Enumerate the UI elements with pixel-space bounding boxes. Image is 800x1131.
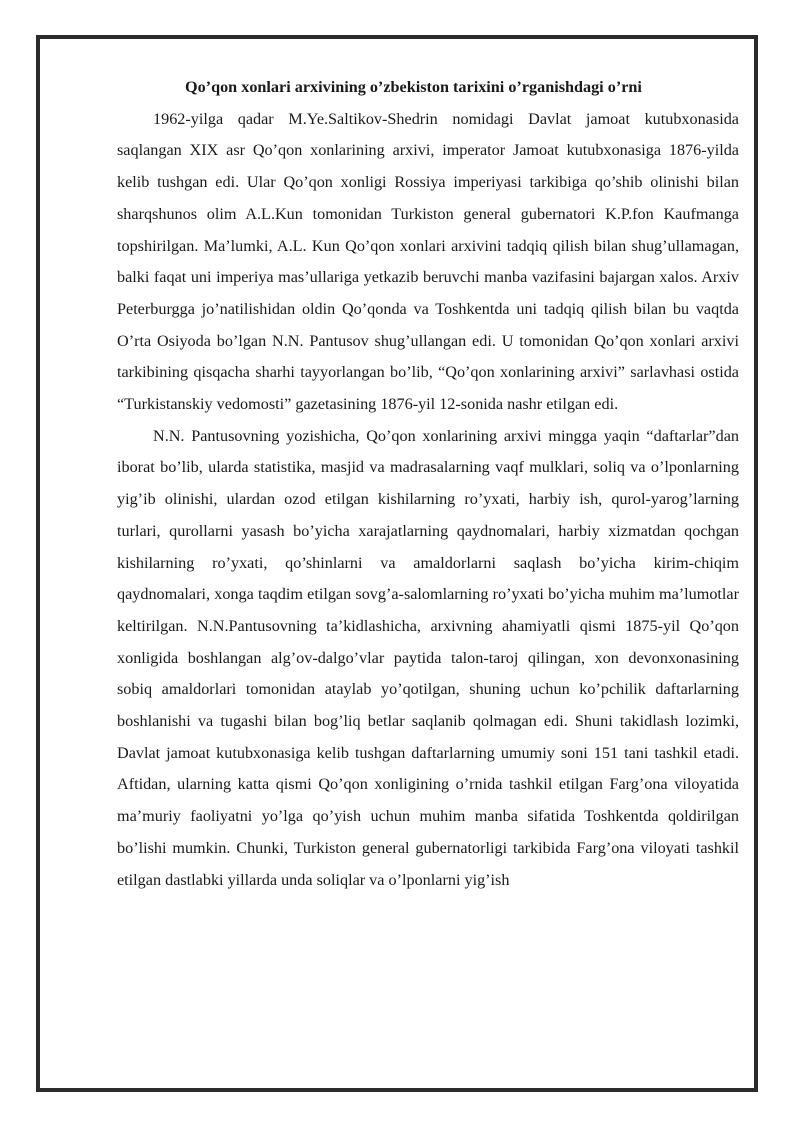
document-title: Qo’qon xonlari arxivining o’zbekiston tarixini o’rganishdagi o’rni (185, 78, 642, 96)
paragraph-2: N.N. Pantusovning yozishicha, Qo’qon xonlarining arxivi mingga yaqin “daftarlar”dan iborat bo’lib, ularda statistika, masjid va madrasalarning vaqf mulklari, soliq va o’lponlarning yig’ib olinishi, ulardan ozod etilgan kishilarning ro’yxati, harbiy ish, qurol-yarog’larning turlari, qurollarni yasash bo’yicha xarajatlarning qaydnomalari, harbiy xizmatdan qochgan kishilarning ro’yxati, qo’shinlarni va amaldorlarni saqlash bo’yicha kirim-chiqim qaydnomalari, xonga taqdim etilgan sovg’a-salomlarning ro’yxati bo’yicha muhim ma’lumotlar keltirilgan. N.N.Pantusovning ta’kidlashicha, arxivning ahamiyatli qismi 1875-yil Qo’qon xonligida boshlangan alg’ov-dalgo’vlar paytida talon-taroj qilingan, xon devonxonasining sobiq amaldorlari tomonidan ataylab yo’qotilgan, shuning uchun ko’pchilik daftarlarning boshlanishi va tugashi bilan bog’liq betlar saqlanib qolmagan edi. Shuni takidlash lozimki, Davlat jamoat kutubxonasiga kelib tushgan daftarlarning umumiy soni 151 tani tashkil etadi. Aftidan, ularning katta qismi Qo’qon xonligining o’rnida tashkil etilgan Farg’ona viloyatida ma’muriy faoliyatni yo’lga qo’yish uchun muhim manba sifatida Toshkentda qoldirilgan bo’lishi mumkin. Chunki, Turkiston general gubernatorligi tarkibida Farg’ona viloyati tashkil etilgan dastlabki yillarda unda soliqlar va o’lponlarni yig’ish (117, 426, 739, 889)
document-body (117, 72, 739, 896)
paragraph-1: 1962-yilga qadar M.Ye.Saltikov-Shedrin nomidagi Davlat jamoat kutubxonasida saqlangan XIX asr Qo’qon xonlarining arxivi, imperator Jamoat kutubxonasiga 1876-yilda kelib tushgan edi. Ular Qo’qon xonligi Rossiya imperiyasi tarkibiga qo’shib olinishi bilan sharqshunos olim A.L.Kun tomonidan Turkiston general gubernatori K.P.fon Kaufmanga topshirilgan. Ma’lumki, A.L. Kun Qo’qon xonlari arxivini tadqiq qilish bilan shug’ullamagan, balki faqat uni imperiya mas’ullariga yetkazib beruvchi manba vazifasini bajargan xalos. Arxiv Peterburgga jo’natilishidan oldin Qo’qonda va Toshkentda uni tadqiq qilish bilan bu vaqtda O’rta Osiyoda bo’lgan N.N. Pantusov shug’ullangan edi. U tomonidan Qo’qon xonlari arxivi tarkibining qisqacha sharhi tayyorlangan bo’lib, “Qo’qon xonlarining arxivi” sarlavhasi ostida “Turkistanskiy vedomosti” gazetasining 1876-yil 12-sonida nashr etilgan edi. (117, 109, 739, 414)
